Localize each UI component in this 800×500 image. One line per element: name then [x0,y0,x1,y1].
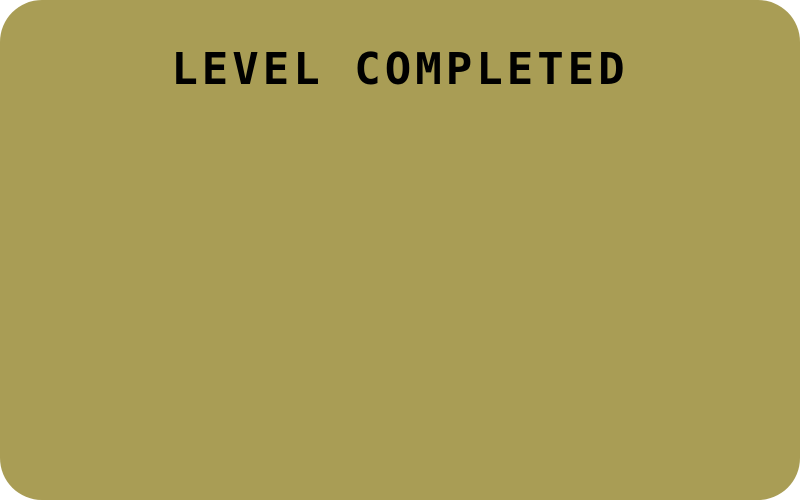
level-completed-heading: LEVEL COMPLETED [171,44,629,95]
